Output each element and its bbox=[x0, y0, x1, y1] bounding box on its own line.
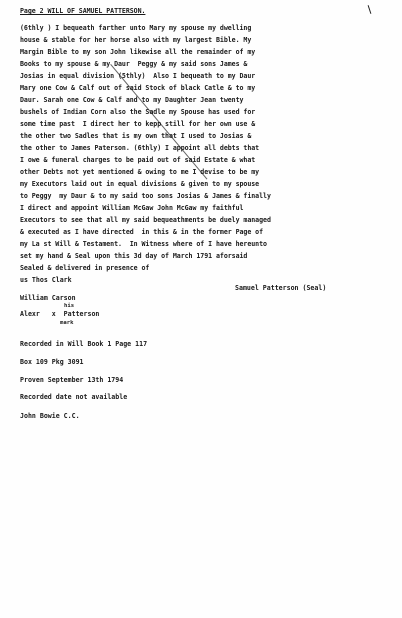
recorded-date-line: Recorded date not available bbox=[20, 393, 128, 401]
body-line: Mary one Cow & Calf out of said Stock of black Catle & to my bbox=[20, 84, 256, 92]
testator-signature: Samuel Patterson (Seal) bbox=[235, 284, 327, 292]
body-line: the other two Sadles that is my own that I used to Josias & bbox=[20, 132, 252, 140]
mark-label: mark bbox=[60, 320, 74, 326]
body-line: Josias in equal division (5thly) Also I bequeath to my Daur bbox=[20, 72, 256, 80]
body-line: Sealed & delivered in presence of bbox=[20, 264, 150, 272]
body-line: set my hand & Seal upon this 3d day of March 1791 aforsaid bbox=[20, 252, 248, 260]
stray-mark bbox=[368, 5, 372, 14]
body-line: Daur. Sarah one Cow & Calf and to my Daughter Jean twenty bbox=[20, 96, 244, 104]
box-line: Box 109 Pkg 3091 bbox=[20, 358, 84, 366]
witness-clark: us Thos Clark bbox=[20, 276, 72, 284]
body-line: bushels of Indian Corn also the Sadle my Spouse has used for bbox=[20, 108, 256, 116]
body-line: & executed as I have directed in this & in the former Page of bbox=[20, 228, 264, 236]
witness-carson: William Carson bbox=[20, 294, 76, 302]
body-line: my La st Will & Testament. In Witness where of I have hereunto bbox=[20, 240, 267, 248]
body-line: some time past I direct her to kepp still for her own use & bbox=[20, 120, 256, 128]
body-line: I owe & funeral charges to be paid out of said Estate & what bbox=[20, 156, 256, 164]
body-line: Executors to see that all my said bequeathments be duely managed bbox=[20, 216, 271, 224]
body-line: house & stable for her horse also with my largest Bible. My bbox=[20, 36, 252, 44]
body-line: Books to my spouse & my Daur Peggy & my said sons James & bbox=[20, 60, 248, 68]
body-line: to Peggy my Daur & to my said too sons Josias & James & finally bbox=[20, 192, 271, 200]
body-line: I direct and appoint William McGaw John McGaw my faithful bbox=[20, 204, 244, 212]
body-line: my Executors laid out in equal divisions & given to my spouse bbox=[20, 180, 260, 188]
page-heading: Page 2 WILL OF SAMUEL PATTERSON. bbox=[20, 7, 146, 15]
recorded-line: Recorded in Will Book 1 Page 117 bbox=[20, 340, 148, 348]
witness-patterson: Alexr x Patterson bbox=[20, 310, 100, 318]
clerk-line: John Bowie C.C. bbox=[20, 412, 80, 420]
proven-line: Proven September 13th 1794 bbox=[20, 376, 124, 384]
body-line: other Debts not yet mentioned & owing to me I devise to be my bbox=[20, 168, 260, 176]
body-line: Margin Bible to my son John likewise all the remainder of my bbox=[20, 48, 256, 56]
body-line: (6thly ) I bequeath farther unto Mary my spouse my dwelling bbox=[20, 24, 252, 32]
body-line: the other to James Paterson. (6thly) I appoint all debts that bbox=[20, 144, 260, 152]
his-label: his bbox=[64, 303, 75, 309]
